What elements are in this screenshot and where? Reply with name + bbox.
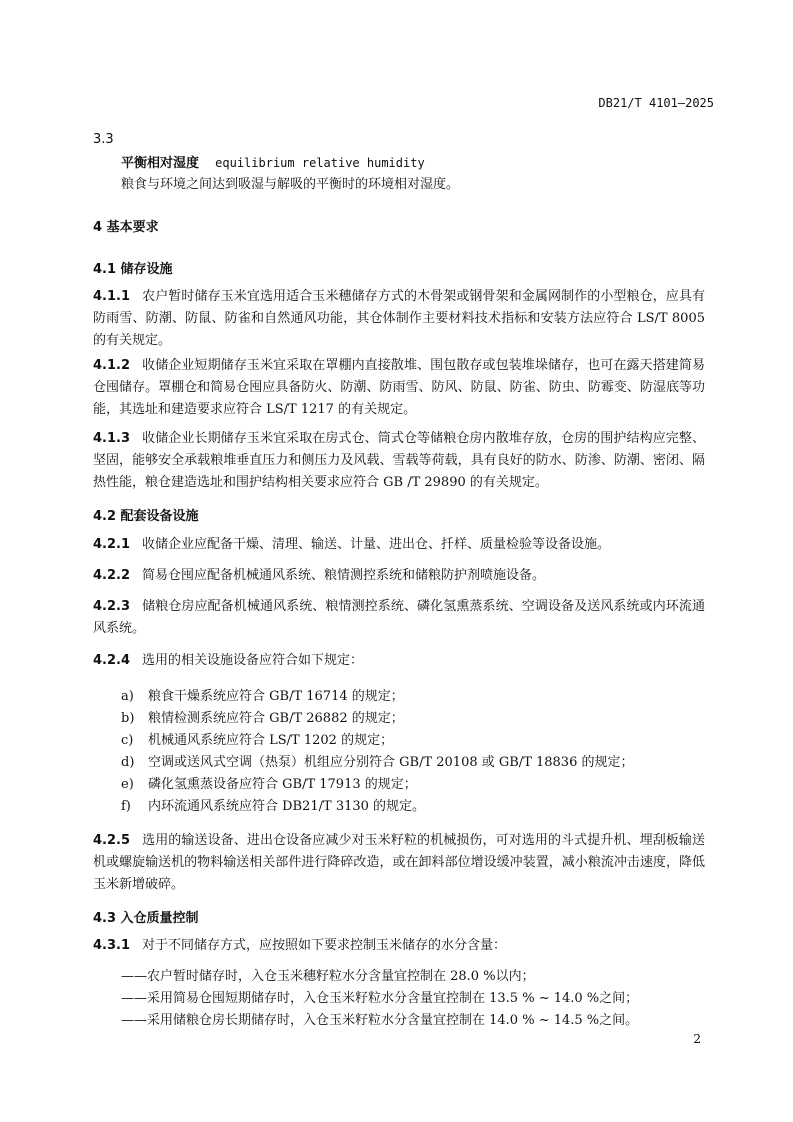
list-item bbox=[121, 752, 633, 774]
list-item bbox=[121, 686, 404, 708]
list-item bbox=[121, 774, 417, 796]
list-item bbox=[121, 708, 404, 730]
paragraph-4-2-2 bbox=[93, 565, 705, 587]
section-heading-4-3: 4.3 入仓质量控制 bbox=[93, 911, 199, 926]
paragraph-4-1-1 bbox=[93, 286, 705, 352]
section-heading-4-1: 4.1 储存设施 bbox=[93, 262, 173, 277]
list-marker: d) bbox=[121, 755, 135, 770]
paragraph-text: 对于不同储存方式，应按照如下要求控制玉米储存的水分含量： bbox=[142, 938, 507, 953]
term-title bbox=[121, 152, 425, 171]
paragraph-4-2-5 bbox=[93, 830, 705, 896]
list-marker: c) bbox=[121, 733, 134, 748]
list-item bbox=[121, 796, 425, 818]
list-text: 空调或送风式空调（热泵）机组应分别符合 GB/T 20108 或 GB/T 18836 的规定； bbox=[148, 755, 634, 770]
clause-number: 4.2.3 bbox=[93, 599, 131, 614]
clause-number: 4.1.1 bbox=[93, 289, 131, 304]
paragraph-4-1-3 bbox=[93, 428, 705, 494]
paragraph-4-1-2 bbox=[93, 355, 705, 421]
clause-number: 4.1.2 bbox=[93, 358, 131, 373]
clause-number: 4.3.1 bbox=[93, 938, 131, 953]
section-heading-4-2: 4.2 配套设备设施 bbox=[93, 509, 199, 524]
section-heading-4: 4 基本要求 bbox=[93, 220, 159, 235]
list-marker: f) bbox=[121, 799, 131, 814]
list-text: 机械通风系统应符合 LS/T 1202 的规定； bbox=[148, 733, 394, 748]
paragraph-4-2-4 bbox=[93, 650, 705, 672]
paragraph-text: 简易仓囤应配备机械通风系统、粮情测控系统和储粮防护剂喷施设备。 bbox=[142, 568, 546, 583]
clause-number: 4.2.5 bbox=[93, 833, 131, 848]
list-marker: e) bbox=[121, 777, 134, 792]
paragraph-text: 选用的相关设施设备应符合如下规定： bbox=[142, 653, 364, 668]
dash-list-item: ——采用简易仓囤短期储存时，入仓玉米籽粒水分含量宜控制在 13.5 % ~ 14.0 %之间； bbox=[121, 991, 639, 1006]
paragraph-text: 储粮仓房应配备机械通风系统、粮情测控系统、磷化氢熏蒸系统、空调设备及送风系统或内环流通风系统。 bbox=[93, 599, 705, 636]
term-definition: 粮食与环境之间达到吸湿与解吸的平衡时的环境相对湿度。 bbox=[121, 177, 460, 192]
list-text: 磷化氢熏蒸设备应符合 GB/T 17913 的规定； bbox=[148, 777, 417, 792]
clause-number-3-3: 3.3 bbox=[93, 132, 114, 147]
term-chinese: 平衡相对湿度 bbox=[121, 156, 200, 171]
clause-number: 4.1.3 bbox=[93, 431, 131, 446]
paragraph-text: 选用的输送设备、进出仓设备应减少对玉米籽粒的机械损伤，可对选用的斗式提升机、埋刮板输送机或螺旋输送机的物料输送相关部件进行降碎改造，或在卸料部位增设缓冲装置，减小粮流冲击速度，降低玉米新增破碎。 bbox=[93, 833, 705, 892]
list-text: 粮食干燥系统应符合 GB/T 16714 的规定； bbox=[148, 689, 404, 704]
paragraph-4-3-1 bbox=[93, 935, 705, 957]
paragraph-text: 收储企业应配备干燥、清理、输送、计量、进出仓、扦样、质量检验等设备设施。 bbox=[142, 537, 611, 552]
clause-number: 4.2.1 bbox=[93, 537, 131, 552]
paragraph-text: 收储企业长期储存玉米宜采取在房式仓、筒式仓等储粮仓房内散堆存放，仓房的围护结构应完整、坚固，能够安全承载粮堆垂直压力和侧压力及风载、雪载等荷载，具有良好的防水、防渗、防潮、密闭、隔热性能，粮仓建造选址和围护结构相关要求应符合 GB /T 29890 的有关规定。 bbox=[93, 431, 705, 490]
page-number: 2 bbox=[693, 1032, 701, 1046]
list-text: 粮情检测系统应符合 GB/T 26882 的规定； bbox=[148, 711, 404, 726]
clause-number: 4.2.2 bbox=[93, 568, 131, 583]
list-marker: a) bbox=[121, 689, 134, 704]
list-text: 内环流通风系统应符合 DB21/T 3130 的规定。 bbox=[148, 799, 426, 814]
list-marker: b) bbox=[121, 711, 135, 726]
paragraph-text: 农户暂时储存玉米宜选用适合玉米穗储存方式的木骨架或钢骨架和金属网制作的小型粮仓，应具有防雨雪、防潮、防鼠、防雀和自然通风功能，其仓体制作主要材料技术指标和安装方法应符合 LS/T 8005 的有关规定。 bbox=[93, 289, 705, 348]
dash-list-item: ——农户暂时储存时，入仓玉米穗籽粒水分含量宜控制在 28.0 %以内； bbox=[121, 969, 535, 984]
dash-list-item: ——采用储粮仓房长期储存时，入仓玉米籽粒水分含量宜控制在 14.0 % ~ 14.5 %之间。 bbox=[121, 1013, 639, 1028]
clause-number: 4.2.4 bbox=[93, 653, 131, 668]
paragraph-text: 收储企业短期储存玉米宜采取在罩棚内直接散堆、围包散存或包装堆垛储存，也可在露天搭建简易仓囤储存。罩棚仓和简易仓囤应具备防火、防潮、防雨雪、防风、防鼠、防雀、防虫、防霉变、防湿底等功能，其选址和建造要求应符合 LS/T 1217 的有关规定。 bbox=[93, 358, 705, 417]
paragraph-4-2-1 bbox=[93, 534, 705, 556]
document-number: DB21/T 4101—2025 bbox=[598, 96, 714, 110]
term-english: equilibrium relative humidity bbox=[215, 156, 425, 170]
paragraph-4-2-3 bbox=[93, 596, 705, 640]
list-item bbox=[121, 730, 393, 752]
